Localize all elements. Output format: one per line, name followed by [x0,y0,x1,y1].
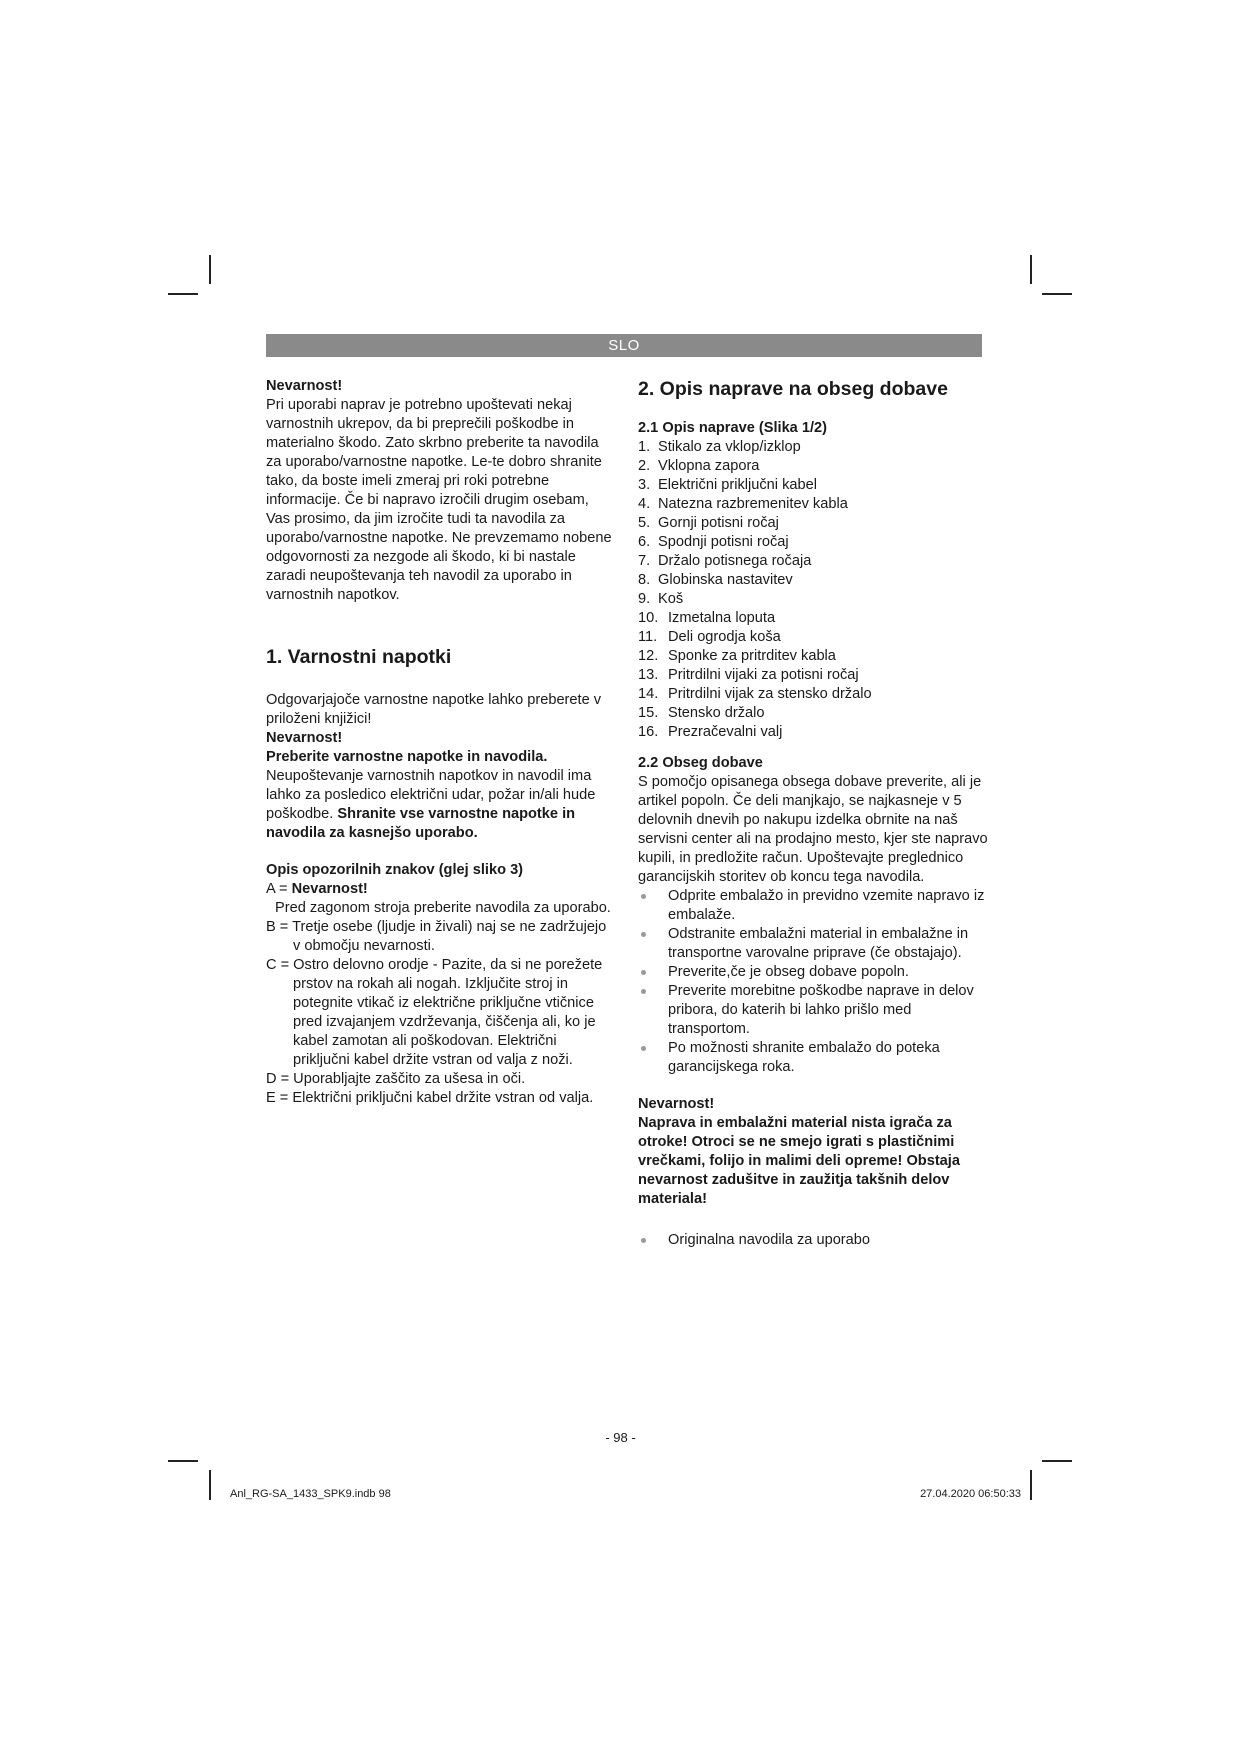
section-1-warning-title: Nevarnost! [266,730,343,746]
part-label: Globinska nastavitev [658,572,793,588]
left-column [266,377,616,1108]
part-label: Stensko držalo [668,705,765,721]
crop-mark-bottom-left-h [168,1460,198,1462]
crop-mark-top-right-h [1042,293,1072,295]
crop-mark-top-left-h [168,293,198,295]
list-item [638,704,988,723]
section-1-warning-bold: Preberite varnostne napotke in navodila. [266,749,548,765]
sign-c: C = Ostro delovno orodje - Pazite, da si ne porežete prstov na rokah ali nogah. Izključite stroj in potegnite vtikač iz električne priključne vtičnice pred izvajanjem vzdrževanja, čiščenja ali, ko je kabel zamotan ali poškodovan. Električni priključni kabel držite vstran od valja z noži. [266,957,603,1068]
part-label: Stikalo za vklop/izklop [658,439,801,455]
part-label: Izmetalna loputa [668,610,776,626]
list-item [638,628,988,647]
list-item [638,457,988,476]
part-label: Sponke za pritrditev kabla [668,648,836,664]
sign-b: B = Tretje osebe (ljudje in živali) naj se ne zadržujejo v območju nevarnosti. [266,919,607,954]
sign-e: E = Električni priključni kabel držite vstran od valja. [266,1090,594,1106]
part-label: Spodnji potisni ročaj [658,534,789,550]
part-number: 7. [638,553,651,569]
section-1-title: 1. Varnostni napotki [266,646,452,668]
delivery-bullet-list [638,887,988,1077]
crop-mark-bottom-right-v [1030,1470,1032,1500]
sign-d: D = Uporabljajte zaščito za ušesa in oči. [266,1071,526,1087]
part-label: Deli ogrodja koša [668,629,781,645]
part-label: Vklopna zapora [658,458,760,474]
section-2-2-title: 2.2 Obseg dobave [638,755,763,771]
part-label: Držalo potisnega ročaja [658,553,812,569]
list-item [638,723,988,742]
section-2-2-text: S pomočjo opisanega obsega dobave preverite, ali je artikel popoln. Če deli manjkajo, se najkasneje v 5 delovnih dnevih po nakupu izdelka obrnite na naš servisni center ali na prodajno mesto, kjer ste napravo kupili, in predložite račun. Upoštevajte preglednico garancijskih storitev ob koncu tega navodila. [638,774,988,885]
part-number: 10. [638,610,659,626]
list-item: Odprite embalažo in previdno vzemite napravo iz embalaže. [638,887,988,925]
list-item [638,514,988,533]
footer-file-name: Anl_RG-SA_1433_SPK9.indb 98 [230,1488,391,1500]
parts-list [638,438,988,742]
list-item [638,495,988,514]
part-number: 8. [638,572,651,588]
list-item: Preverite,če je obseg dobave popoln. [638,963,988,982]
part-number: 16. [638,724,659,740]
section-2-1-title: 2.1 Opis naprave (Slika 1/2) [638,420,827,436]
warning-title: Nevarnost! [266,378,343,394]
list-item [638,609,988,628]
list-item [638,438,988,457]
list-item: Po možnosti shranite embalažo do poteka garancijskega roka. [638,1039,988,1077]
warning-text: Pri uporabi naprav je potrebno upoštevati nekaj varnostnih ukrepov, da bi preprečili poškodbe in materialno škodo. Zato skrbno preberite ta navodila za uporabo/varnostne napotke. Le-te dobro shranite tako, da boste imeli zmeraj pri roki potrebne informacije. Če bi napravo izročili drugim osebam, Vas prosimo, da jim izročite tudi ta navodila za uporabo/varnostne napotke. Ne prevzemamo nobene odgovornosti za nezgode ali škodo, ki bi nastale zaradi neupoštevanja teh navodil za uporabo in varnostnih napotkov. [266,397,612,603]
section-1-warning-paragraph [266,767,616,843]
section-1-intro: Odgovarjajoče varnostne napotke lahko preberete v priloženi knjižici! [266,692,602,727]
part-label: Koš [658,591,684,607]
warning-2-text: Naprava in embalažni material nista igrača za otroke! Otroci se ne smejo igrati s plastičnimi vrečkami, folijo in malimi deli opreme! Obstaja nevarnost zadušitve in zaužitja takšnih delov materiala! [638,1115,960,1207]
part-number: 5. [638,515,651,531]
section-1-warning-bold-2: Shranite vse varnostne napotke in navodila za kasnejšo uporabo. [266,806,576,841]
part-number: 11. [638,629,658,645]
list-item: Originalna navodila za uporabo [638,1231,988,1250]
part-number: 9. [638,591,651,607]
list-item: Preverite morebitne poškodbe naprave in delov pribora, do katerih bi lahko prišlo med transportom. [638,982,988,1039]
sign-a-bold: Nevarnost! [291,881,368,897]
footer-timestamp: 27.04.2020 06:50:33 [920,1488,1021,1500]
right-column [638,377,988,1250]
part-number: 15. [638,705,659,721]
part-number: 14. [638,686,659,702]
part-label: Gornji potisni ročaj [658,515,779,531]
part-number: 2. [638,458,651,474]
crop-mark-bottom-left-v [209,1470,211,1500]
list-item: Odstranite embalažni material in embalažne in transportne varovalne priprave (če obstajajo). [638,925,988,963]
list-item [638,476,988,495]
part-label: Prezračevalni valj [668,724,783,740]
part-label: Natezna razbremenitev kabla [658,496,848,512]
part-label: Pritrdilni vijaki za potisni ročaj [668,667,859,683]
signs-title: Opis opozorilnih znakov (glej sliko 3) [266,862,524,878]
part-number: 6. [638,534,651,550]
crop-mark-bottom-right-h [1042,1460,1072,1462]
sign-a-text: Pred zagonom stroja preberite navodila za uporabo. [275,900,611,916]
section-2-title: 2. Opis naprave na obseg dobave [638,378,948,400]
list-item [638,533,988,552]
part-label: Pritrdilni vijak za stensko držalo [668,686,872,702]
sign-a-prefix: A = [266,881,292,897]
part-number: 3. [638,477,651,493]
language-header-bar: SLO [266,334,982,357]
part-number: 4. [638,496,651,512]
section-1-warning-text: Neupoštevanje varnostnih napotkov in navodil ima lahko za posledico električni udar, požar in/ali hude poškodbe. [266,768,596,822]
part-number: 12. [638,648,659,664]
crop-mark-top-left-v [209,255,211,284]
page-number: - 98 - [605,1430,636,1445]
list-item [638,685,988,704]
list-item [638,647,988,666]
part-number: 13. [638,667,659,683]
warning-2-title: Nevarnost! [638,1096,715,1112]
crop-mark-top-right-v [1030,255,1032,284]
sign-a [266,880,616,899]
list-item [638,666,988,685]
list-item [638,552,988,571]
part-label: Električni priključni kabel [658,477,817,493]
list-item [638,571,988,590]
original-instructions-list [638,1231,988,1250]
part-number: 1. [638,439,651,455]
list-item [638,590,988,609]
